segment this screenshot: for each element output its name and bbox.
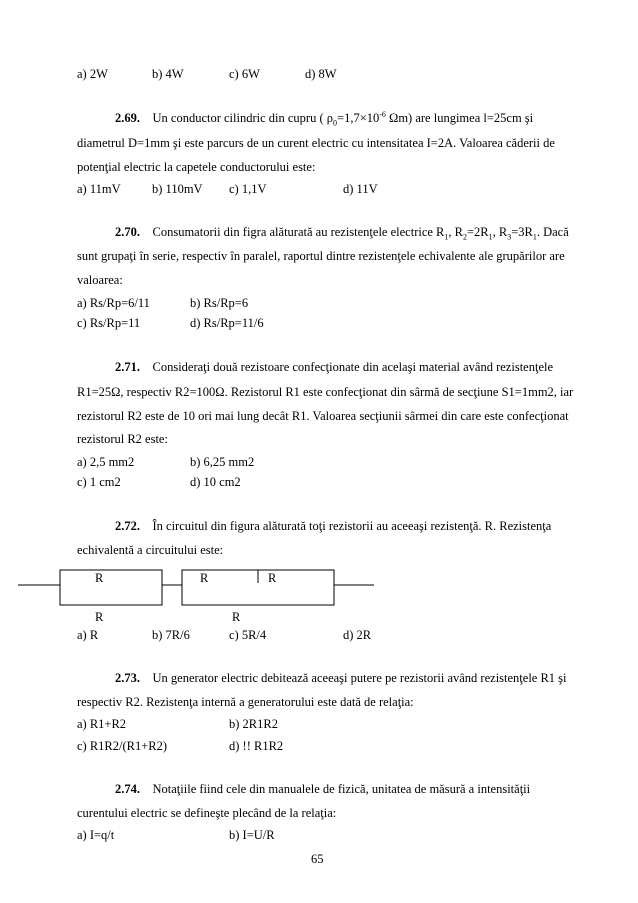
sub-2: 2 (462, 232, 467, 242)
q269-text-c: Ωm) are lungimea l=25cm şi (385, 111, 534, 125)
q272-number: 2.72. (115, 519, 140, 533)
q270-text-b: , R (448, 225, 463, 239)
q271-option-b: b) 6,25 mm2 (190, 455, 255, 469)
q272-option-d: d) 2R (343, 628, 372, 642)
rho-symbol: ρ (326, 111, 334, 125)
q274-number: 2.74. (115, 782, 140, 796)
q273-option-d: d) !! R1R2 (229, 739, 284, 753)
q273-line-2: respectiv R2. Rezistenţa internă a generatorului este dată de relaţia: (77, 695, 414, 709)
q269-line-2: diametrul D=1mm şi este parcurs de un curent electric cu intensitatea I=2A. Valoarea căderii de (77, 136, 555, 150)
q268-option-c: c) 6W (229, 67, 260, 81)
q269-line-3: potenţial electric la capetele conductorului este: (77, 160, 316, 174)
rho-subscript: 0 (333, 118, 338, 128)
q270-option-a: a) Rs/Rp=6/11 (77, 296, 150, 310)
q269-option-c: c) 1,1V (229, 182, 267, 196)
q269-option-a: a) 11mV (77, 182, 121, 196)
sub-5: 1 (532, 232, 537, 242)
q273-option-c: c) R1R2/(R1+R2) (77, 739, 168, 753)
q274-text: Notaţiile fiind cele din manualele de fizică, unitatea de măsură a intensităţii (152, 782, 531, 796)
q271-line-4: rezistorul R2 este: (77, 432, 168, 446)
q271-option-d: d) 10 cm2 (190, 475, 241, 489)
q272-line-2: echivalentă a circuitului este: (77, 543, 224, 557)
q271-line-3: rezistorul R2 este de 10 ori mai lung decât R1. Valoarea secţiunii sârmei din care este confecţionat (77, 409, 569, 423)
q272-option-c: c) 5R/4 (229, 628, 267, 642)
q270-text-f: . Dacă (536, 225, 569, 239)
parallel-block-left (60, 570, 162, 605)
q268-option-b: b) 4W (152, 67, 184, 81)
page-number: 65 (311, 852, 324, 866)
q274-line-1 (115, 782, 530, 797)
q274-option-a: a) I=q/t (77, 828, 115, 842)
q271-line-2: R1=25Ω, respectiv R2=100Ω. Rezistorul R1 este confecţionat din sârmă de secţiune S1=1mm2, iar (77, 385, 574, 399)
sub-1: 1 (444, 232, 449, 242)
q270-text-d: , R (492, 225, 508, 239)
q274-line-2: curentului electric se defineşte plecând de la relaţia: (77, 806, 337, 820)
resistor-label: R (268, 571, 277, 585)
q272-option-b: b) 7R/6 (152, 628, 190, 642)
exponent: -6 (379, 109, 386, 119)
q274-option-b: b) I=U/R (229, 828, 275, 842)
q270-text-a: Consumatorii din figra alăturată au rezistenţele electrice R (152, 225, 445, 239)
q269-option-b: b) 110mV (152, 182, 203, 196)
q270-option-b: b) Rs/Rp=6 (190, 296, 249, 310)
q273-number: 2.73. (115, 671, 140, 685)
sub-3: 1 (488, 232, 493, 242)
resistor-label: R (200, 571, 209, 585)
q271-option-c: c) 1 cm2 (77, 475, 121, 489)
q273-line-1 (115, 671, 567, 686)
q271-text: Consideraţi două rezistoare confecţionate din acelaşi material având rezistenţele (152, 360, 554, 374)
q269-text-b: =1,7×10 (337, 111, 380, 125)
q270-option-c: c) Rs/Rp=11 (77, 316, 141, 330)
q272-option-a: a) R (77, 628, 99, 642)
q270-line-2: sunt grupaţi în serie, respectiv în paralel, raportul dintre rezistenţele echivalente ale grupărilor are (77, 249, 565, 263)
q269-text-a: Un conductor cilindric din cupru ( (152, 111, 324, 125)
resistor-label: R (95, 610, 104, 624)
q271-option-a: a) 2,5 mm2 (77, 455, 135, 469)
q273-text: Un generator electric debitează aceeaşi putere pe rezistorii având rezistenţele R1 şi (152, 671, 567, 685)
resistor-label: R (95, 571, 104, 585)
q268-option-d: d) 8W (305, 67, 337, 81)
q270-line-3: valoarea: (77, 273, 123, 287)
sub-4: 3 (507, 232, 512, 242)
resistor-label: R (232, 610, 241, 624)
q269-option-d: d) 11V (343, 182, 378, 196)
q271-number: 2.71. (115, 360, 140, 374)
q270-option-d: d) Rs/Rp=11/6 (190, 316, 264, 330)
q270-number: 2.70. (115, 225, 140, 239)
q273-option-b: b) 2R1R2 (229, 717, 278, 731)
q273-option-a: a) R1+R2 (77, 717, 127, 731)
q272-text: În circuitul din figura alăturată toţi rezistorii au aceeaşi rezistenţă. R. Rezistenţa (152, 519, 552, 533)
q270-text-e: =3R (511, 225, 533, 239)
q269-number: 2.69. (115, 111, 140, 125)
q270-text-c: =2R (466, 225, 489, 239)
q268-option-a: a) 2W (77, 67, 108, 81)
